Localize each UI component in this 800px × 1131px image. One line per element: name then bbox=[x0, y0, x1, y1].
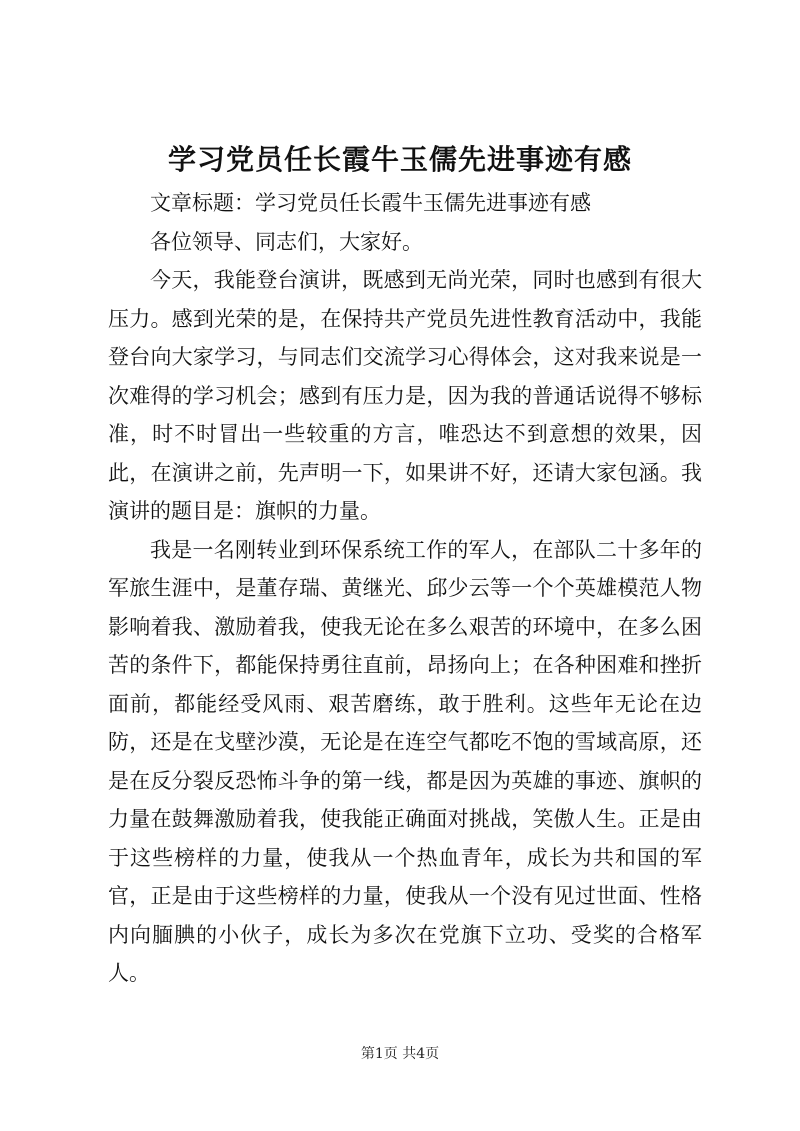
article-heading-line: 文章标题：学习党员任长霞牛玉儒先进事迹有感 bbox=[150, 191, 591, 215]
main-paragraph: 我是一名刚转业到环保系统工作的军人，在部队二十多年的军旅生涯中，是董存瑞、黄继光、邱少云等一个个英雄模范人物影响着我、激励着我，使我无论在多么艰苦的环境中，在多么困苦的条件下，都能保持勇往直前，昂扬向上；在各种困难和挫折面前，都能经受风雨、艰苦磨练，敢于胜利。这些年无论在边防，还是在戈壁沙漠，无论是在连空气都吃不饱的雪域高原，还是在反分裂反恐怖斗争的第一线，都是因为英雄的事迹、旗帜的力量在鼓舞激励着我，使我能正确面对挑战，笑傲人生。正是由于这些榜样的力量，使我从一个热血青年，成长为共和国的军官，正是由于这些榜样的力量，使我从一个没有见过世面、性格内向腼腆的小伙子，成长为多次在党旗下立功、受奖的合格军人。 bbox=[108, 537, 702, 985]
greeting-paragraph: 各位领导、同志们，大家好。 bbox=[150, 229, 423, 254]
page-footer: 第1页 共4页 bbox=[360, 1046, 440, 1062]
intro-paragraph: 今天，我能登台演讲，既感到无尚光荣，同时也感到有很大压力。感到光荣的是，在保持共产党员先进性教育活动中，我能登台向大家学习，与同志们交流学习心得体会，这对我来说是一次难得的学习机会；感到有压力是，因为我的普通话说得不够标准，时不时冒出一些较重的方言，唯恐达不到意想的效果，因此，在演讲之前，先声明一下，如果讲不好，还请大家包涵。我演讲的题目是：旗帜的力量。 bbox=[108, 268, 702, 523]
document-title: 学习党员任长霞牛玉儒先进事迹有感 bbox=[167, 143, 632, 176]
document-body bbox=[108, 184, 702, 993]
